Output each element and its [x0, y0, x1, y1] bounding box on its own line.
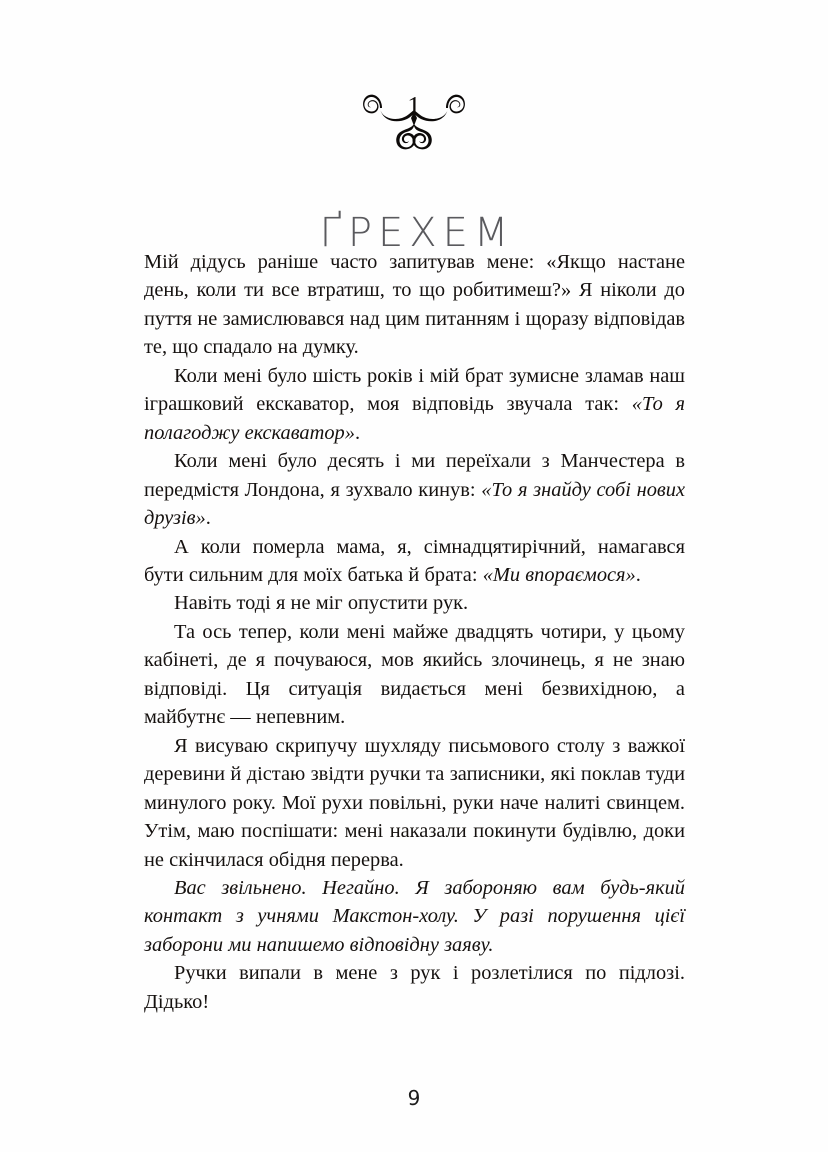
- quoted-italic-text: «Ми впораємося»: [482, 563, 636, 586]
- body-paragraph: [144, 589, 685, 617]
- chapter-number: 1: [407, 91, 421, 121]
- body-paragraph: [144, 618, 685, 732]
- paragraph-text: Ручки випали в мене з рук і розлетілися по підлозі. Дідько!: [144, 962, 685, 1013]
- paragraph-text: .: [205, 507, 211, 530]
- body-text-column: [144, 248, 685, 1016]
- paragraph-text: .: [354, 421, 361, 444]
- paragraph-text: Вас звільнено. Негайно. Я забороняю вам будь-який контакт з учнями Макстон-холу. У разі порушення цієї заборони ми напишемо відповідну заяву.: [144, 876, 685, 956]
- paragraph-text: А коли померла мама, я, сімнадцятирічний, намагався бути сильним для моїх батька й брата:: [144, 535, 685, 586]
- paragraph-text: Та ось тепер, коли мені майже двадцять чотири, у цьому кабінеті, де я почуваюся, мов якийсь злочинець, я не знаю відповіді. Ця ситуація видається мені безвихідною, а майбутнє — непевним.: [144, 620, 685, 729]
- paragraph-text: Я висуваю скрипучу шухляду письмового столу з важкої деревини й дістаю звідти ручки та записники, які поклав туди минулого року. Мої рухи повільні, руки наче налиті свинцем. Утім, маю поспішати: мені наказали покинути будівлю, доки не скінчилася обідня перерва.: [144, 734, 685, 871]
- body-paragraph: [144, 874, 685, 959]
- paragraph-text: Мій дідусь раніше часто запитував мене: «Якщо настане день, коли ти все втратиш, то що робитимеш?» Я ніколи до пуття не замислювався над цим питанням і щоразу відповідав те, що спадало на думку.: [144, 251, 685, 359]
- body-paragraph: [144, 533, 685, 590]
- body-paragraph: [144, 732, 685, 874]
- paragraph-text: Коли мені було шість років і мій брат зумисне зламав наш іграшковий екскаватор, моя відповідь звучала так:: [144, 364, 685, 416]
- body-paragraph: [144, 959, 685, 1016]
- chapter-title: ҐРЕХЕМ: [319, 209, 515, 256]
- quoted-italic-text: «То я знайду собі нових друзів»: [144, 478, 685, 530]
- paragraph-text: Навіть тоді я не міг опустити рук.: [174, 592, 469, 615]
- paragraph-text: .: [635, 563, 641, 586]
- page-number: 9: [407, 1086, 421, 1110]
- body-paragraph: [144, 447, 685, 532]
- body-paragraph: [144, 362, 685, 447]
- paragraph-text: Коли мені було десять і ми переїхали з Манчестера в передмістя Лондона, я зухвало кинув:: [144, 450, 685, 501]
- body-paragraph: [144, 248, 685, 362]
- quoted-italic-text: «То я полагоджу екскаватор»: [144, 393, 686, 444]
